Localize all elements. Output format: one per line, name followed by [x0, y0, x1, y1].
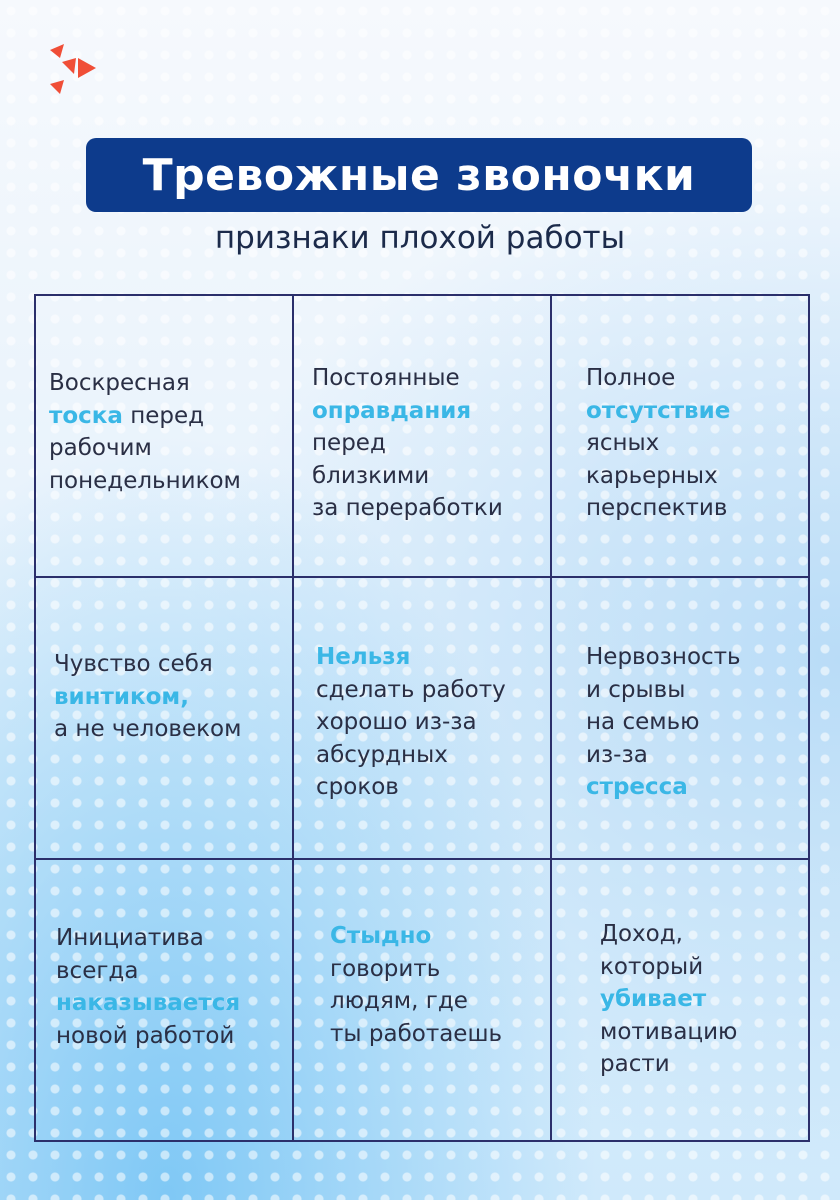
- cell-line: [56, 922, 240, 955]
- cell-word: карьерных: [586, 462, 718, 489]
- cell-line: [586, 492, 730, 525]
- cell-word: который: [600, 953, 704, 980]
- grid-cell-6: [552, 578, 808, 860]
- cell-line: [312, 362, 503, 395]
- grid-cell-5: [294, 578, 552, 860]
- cell-word: абсурдных: [316, 741, 448, 768]
- cell-line: [586, 427, 730, 460]
- cell-word: на семью: [586, 709, 700, 735]
- cell-line: [600, 951, 737, 984]
- cell-word: сроков: [316, 774, 399, 800]
- cell-word: а не человеком: [54, 716, 242, 742]
- grid-cell-7: [36, 860, 294, 1140]
- cell-word: людям, где: [330, 988, 468, 1014]
- cell-line: [56, 955, 240, 988]
- cell-line: [312, 395, 503, 428]
- title-banner: [86, 138, 752, 212]
- highlighted-word: убивает: [600, 986, 707, 1012]
- cell-word: перед: [122, 402, 205, 429]
- cell-word: Постоянные: [312, 365, 460, 391]
- cell-line: [312, 427, 503, 460]
- cell-word: за переработки: [312, 495, 503, 521]
- cell-word: сделать работу: [316, 676, 506, 703]
- cell-word: всегда: [56, 957, 139, 984]
- cell-line: [316, 739, 506, 772]
- cell-word: Воскресная: [49, 370, 190, 396]
- cell-word: рабочим: [49, 435, 152, 461]
- cell-line: [316, 641, 506, 674]
- cell-line: [586, 362, 730, 395]
- cell-word: близкими: [312, 462, 430, 489]
- highlighted-word: Стыдно: [330, 923, 432, 949]
- cell-word: перед: [312, 430, 386, 456]
- cell-line: [56, 1020, 240, 1053]
- cell-line: [316, 674, 506, 707]
- cell-text: [600, 918, 737, 1081]
- cell-line: [600, 1016, 737, 1049]
- highlighted-word: стресса: [586, 774, 688, 800]
- cell-word: и срывы: [586, 676, 686, 703]
- highlighted-word: Нельзя: [316, 644, 411, 670]
- cell-line: [312, 492, 503, 525]
- grid-cell-1: [36, 296, 294, 578]
- cell-line: [316, 706, 506, 739]
- cell-line: [586, 674, 741, 707]
- red-arrow-logo-icon: [46, 44, 96, 94]
- cell-line: [586, 460, 730, 493]
- cell-text: [316, 641, 506, 804]
- cell-text: [54, 648, 241, 746]
- cell-line: [312, 460, 503, 493]
- cell-line: [330, 1018, 502, 1051]
- cell-word: понедельником: [49, 467, 241, 494]
- cell-line: [54, 648, 241, 681]
- cell-word: Нервозность: [586, 644, 741, 670]
- cell-word: Чувство себя: [54, 651, 213, 677]
- cell-word: мотивацию: [600, 1018, 738, 1045]
- grid-cell-2: [294, 296, 552, 578]
- page-title: Тревожные звоночки: [142, 149, 696, 201]
- cell-line: [586, 771, 741, 804]
- cell-line: [49, 465, 241, 498]
- grid-cell-8: [294, 860, 552, 1140]
- cell-text: [312, 362, 503, 525]
- highlighted-word: отсутствие: [586, 397, 731, 424]
- cell-word: расти: [600, 1051, 670, 1077]
- cell-line: [600, 983, 737, 1016]
- cell-line: [586, 706, 741, 739]
- cell-word: Полное: [586, 365, 676, 391]
- cell-text: [49, 367, 241, 497]
- cell-word: новой работой: [56, 1022, 235, 1049]
- cell-line: [54, 713, 241, 746]
- cell-word: хорошо из-за: [316, 709, 477, 735]
- highlighted-word: тоска: [49, 402, 123, 429]
- cell-line: [600, 918, 737, 951]
- cell-text: [56, 922, 240, 1052]
- cell-word: ты работаешь: [330, 1020, 503, 1047]
- cell-line: [330, 985, 502, 1018]
- cell-text: [330, 920, 502, 1050]
- grid-cell-9: [552, 860, 808, 1140]
- page-subtitle: признаки плохой работы: [214, 220, 626, 256]
- cell-word: Инициатива: [56, 925, 204, 951]
- cell-word: Доход,: [600, 921, 683, 947]
- cell-line: [54, 681, 241, 714]
- cell-line: [330, 920, 502, 953]
- signs-grid: [34, 294, 810, 1142]
- cell-text: [586, 362, 730, 525]
- grid-cell-4: [36, 578, 294, 860]
- cell-word: говорить: [330, 955, 441, 982]
- cell-word: перспектив: [586, 495, 728, 521]
- cell-line: [49, 400, 241, 433]
- cell-word: ясных: [586, 430, 660, 456]
- cell-text: [586, 641, 741, 804]
- cell-line: [49, 367, 241, 400]
- cell-line: [49, 432, 241, 465]
- highlighted-word: винтиком,: [54, 683, 189, 710]
- cell-line: [330, 953, 502, 986]
- cell-line: [586, 641, 741, 674]
- highlighted-word: оправдания: [312, 397, 472, 424]
- cell-line: [600, 1048, 737, 1081]
- cell-word: из-за: [586, 741, 648, 768]
- cell-line: [316, 771, 506, 804]
- cell-line: [586, 395, 730, 428]
- grid-cell-3: [552, 296, 808, 578]
- cell-line: [56, 987, 240, 1020]
- highlighted-word: наказывается: [56, 990, 241, 1016]
- cell-line: [586, 739, 741, 772]
